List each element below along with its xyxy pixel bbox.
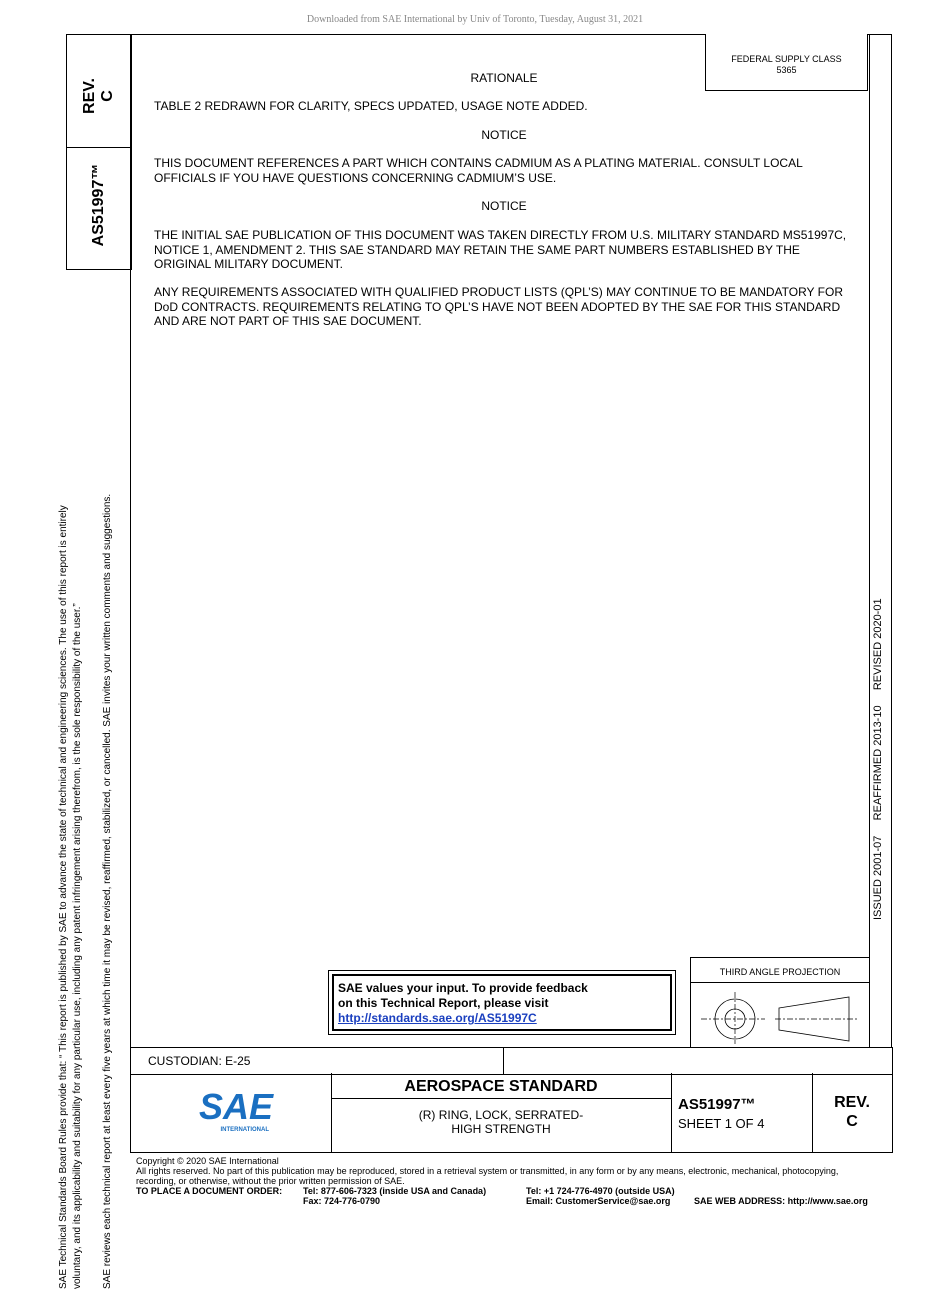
- notice-2-heading: NOTICE: [481, 199, 527, 213]
- standard-type: AEROSPACE STANDARD: [404, 1078, 598, 1095]
- projection-box: [690, 957, 870, 1048]
- part-name-line-2: HIGH STRENGTH: [451, 1122, 551, 1136]
- tel-intl: Tel: +1 724-776-4970 (outside USA): [526, 1186, 675, 1196]
- title-block: [130, 1073, 893, 1153]
- revision-label: REV.: [834, 1094, 870, 1111]
- federal-supply-label: FEDERAL SUPPLY CLASS: [731, 54, 842, 64]
- side-revision-label: [81, 40, 117, 152]
- legal-line-3: SAE reviews each technical report at least every five years at which time it may be revised, reaffirmed, stabilized, or cancelled. SAE invites your written comments and suggestions.: [102, 493, 113, 1289]
- feedback-line-1: SAE values your input. To provide feedback: [338, 981, 588, 995]
- side-document-number: AS51997™: [90, 163, 107, 247]
- web-address: SAE WEB ADDRESS: http://www.sae.org: [694, 1196, 868, 1206]
- document-frame: [130, 34, 870, 1048]
- rights-line-2: recording, or otherwise, without the prior written permission of SAE.: [136, 1176, 405, 1186]
- custodian: CUSTODIAN: E-25: [148, 1054, 251, 1068]
- legal-notice: [57, 189, 115, 1289]
- side-rev-label: REV.: [81, 78, 98, 114]
- rationale-heading: RATIONALE: [470, 71, 538, 85]
- order-label: TO PLACE A DOCUMENT ORDER:: [136, 1186, 283, 1196]
- part-name-line-1: (R) RING, LOCK, SERRATED-: [418, 1108, 584, 1122]
- sae-logo: [191, 1089, 281, 1133]
- qpl-text: ANY REQUIREMENTS ASSOCIATED WITH QUALIFIED PRODUCT LISTS (QPL’S) MAY CONTINUE TO BE MANDATORY FOR DoD CONTRACTS. REQUIREMENTS RELATING TO QPL’S HAVE NOT BEEN ADOPTED BY THE SAE FOR THIS STANDARD AND ARE NOT PART OF THIS SAE DOCUMENT.: [154, 285, 844, 328]
- document-number: AS51997™: [678, 1096, 756, 1113]
- fax: Fax: 724-776-0790: [303, 1196, 381, 1206]
- revision: [812, 1093, 892, 1131]
- sae-logo-mark: SAE: [198, 1089, 274, 1127]
- legal-line-1: SAE Technical Standards Board Rules provide that: “ This report is published by SAE to advance the state of technical and engineering sciences. The use of this report is entirely: [58, 505, 69, 1289]
- tel-usa: Tel: 877-606-7323 (inside USA and Canada): [303, 1186, 487, 1196]
- revision-value: C: [846, 1113, 858, 1130]
- rights-line-1: All rights reserved. No part of this publication may be reproduced, stored in a retrieval system or transmitted, in any form or by any means, electronic, mechanical, photocopying,: [136, 1166, 839, 1176]
- notice-2-text: THE INITIAL SAE PUBLICATION OF THIS DOCUMENT WAS TAKEN DIRECTLY FROM U.S. MILITARY STANDARD MS51997C, NOTICE 1, AMENDMENT 2. THIS SAE STANDARD MAY RETAIN THE SAME PART NUMBERS ESTABLISHED BY THE ORIGINAL MILITARY DOCUMENT.: [154, 228, 847, 271]
- footer: [136, 1156, 936, 1206]
- side-rev-value: C: [99, 90, 116, 102]
- federal-supply-value: 5365: [776, 65, 797, 75]
- sheet-number: SHEET 1 OF 4: [678, 1116, 765, 1131]
- rationale-text: TABLE 2 REDRAWN FOR CLARITY, SPECS UPDATED, USAGE NOTE ADDED.: [154, 99, 588, 113]
- part-name: [331, 1108, 671, 1136]
- sae-logo-sub: INTERNATIONAL: [220, 1127, 269, 1133]
- download-note: Downloaded from SAE International by Univ of Toronto, Tuesday, August 31, 2021: [306, 14, 644, 25]
- notice-1-text: THIS DOCUMENT REFERENCES A PART WHICH CONTAINS CADMIUM AS A PLATING MATERIAL. CONSULT LOCAL OFFICIALS IF YOU HAVE QUESTIONS CONCERNING CADMIUM’S USE.: [154, 156, 803, 185]
- notice-1-heading: NOTICE: [481, 128, 527, 142]
- copyright: Copyright © 2020 SAE International: [136, 1156, 279, 1166]
- email: Email: CustomerService@sae.org: [526, 1196, 671, 1206]
- feedback-line-2: on this Technical Report, please visit: [338, 996, 549, 1010]
- custodian-row: [130, 1047, 893, 1075]
- feedback-link[interactable]: http://standards.sae.org/AS51997C: [338, 1011, 537, 1025]
- legal-line-2: voluntary, and its applicability and suitability for any particular use, including any patent infringement arising therefrom, is the sole responsibility of the user.”: [72, 603, 83, 1289]
- projection-label: THIRD ANGLE PROJECTION: [719, 967, 841, 977]
- third-angle-projection-symbol: [691, 982, 869, 1048]
- feedback-box: [328, 970, 676, 1035]
- issue-dates: ISSUED 2001-07 REAFFIRMED 2013-10 REVISED 2020-01: [872, 598, 884, 920]
- side-revision-box: [66, 34, 132, 148]
